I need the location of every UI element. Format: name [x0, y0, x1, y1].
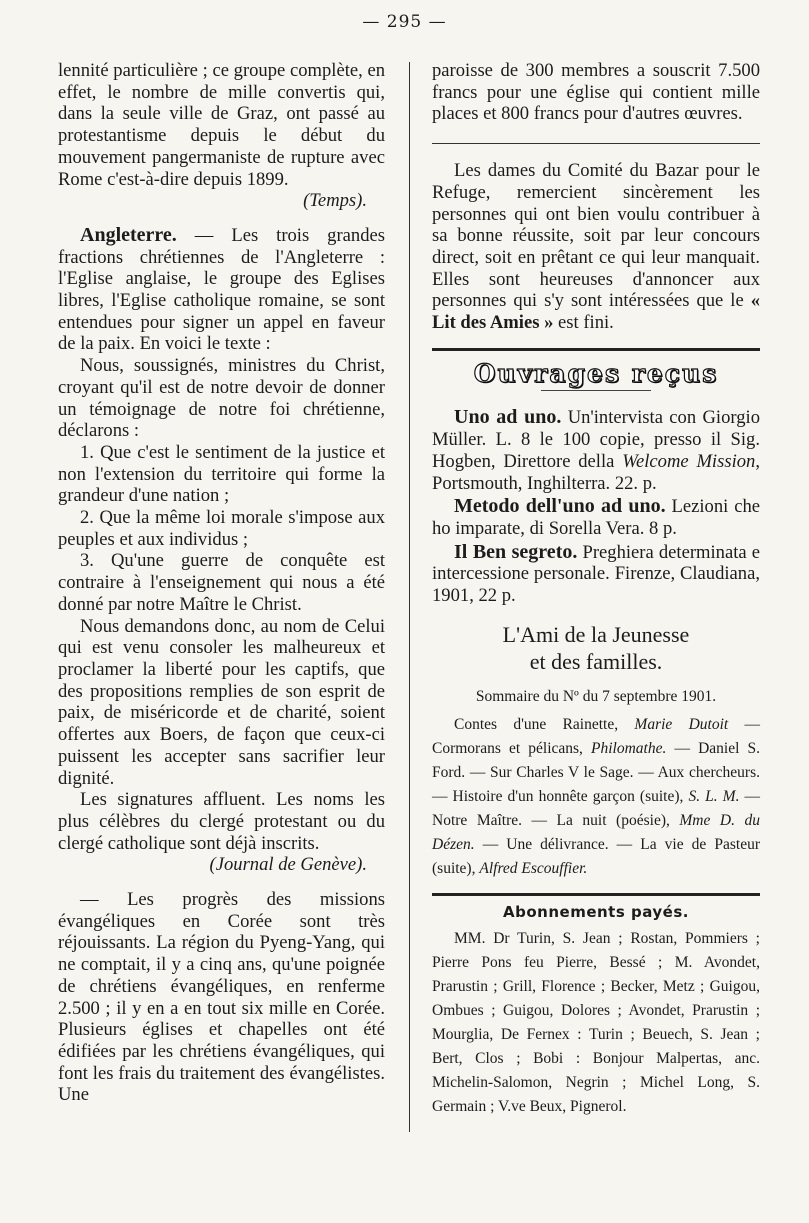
- abonnements-text: MM. Dr Turin, S. Jean ; Rostan, Pommiers ; Pierre Pons feu Pierre, Bessé ; M. Avondet, Prarustin ; Grill, Florence ; Becker, Metz ; Guigou, Ombues ; Guigou, Dolores ; Avondet, Prarustin ; Mourglia, De Fernex : Turin ; Beuech, S. Jean ; Bert, Clos ; Bobi : Bonjour Malpertas, anc. Michelin-Salomon, Negrin ; Michel Long, S. Germain ; V.ve Beux, Pignerol.: [432, 930, 760, 1116]
- sommaire-part: — Daniel S. Ford. — Sur Charles V le Sage. — Aux chercheurs. — Histoire d'un honnête garçon (suite),: [432, 739, 760, 805]
- sommaire-text: [432, 713, 760, 881]
- paragraph: 2. Que la même loi morale s'impose aux peuples et aux individus ;: [58, 507, 385, 550]
- sommaire-author: Marie Dutoit: [634, 715, 729, 733]
- ami-title-line1: L'Ami de la Jeunesse: [502, 621, 690, 647]
- paragraph: — Les progrès des missions évangéliques en Corée sont très réjouissants. La région du Pyeng-Yang, qui ne comptait, il y a cinq ans, qu'une poignée de chrétiens évangéliques, en renferme 2.500 ; il y en a en tout six mille en Corée. Plusieurs églises et chapelles ont été édifiées par les chrétiens évangéliques, qui font les frais du traitement des évangélistes. Une: [58, 889, 385, 1106]
- book-text-italic: Welcome Mission: [622, 450, 756, 472]
- page-number: — 295 —: [362, 12, 447, 32]
- paragraph: lennité particulière ; ce groupe complète, en effet, le nombre de mille convertis qui, dans la seule ville de Graz, ont passé au protestantisme depuis le début du mouvement pangermaniste de rupture avec Rome c'est-à-dire depuis 1899.: [58, 60, 385, 190]
- right-column: [432, 60, 760, 1119]
- paragraph: paroisse de 300 membres a souscrit 7.500 francs pour une église qui contient mille places et 800 francs pour d'autres œuvres.: [432, 60, 760, 125]
- separator-thick: [432, 348, 760, 351]
- source-citation: (Temps).: [303, 190, 367, 212]
- paragraph-text: est fini.: [553, 312, 614, 334]
- ouvrages-heading: Ouvrages reçus: [473, 358, 719, 388]
- sommaire-author: Mme D. du Dézen.: [432, 811, 760, 853]
- paragraph: 1. Que c'est le sentiment de la justice et non l'extension du territoire qui forme la grandeur d'une nation ;: [58, 441, 385, 507]
- sommaire-part: — Notre Maître. — La nuit (poésie),: [432, 787, 760, 829]
- section-heading: Angleterre.: [80, 223, 177, 246]
- separator: [432, 143, 760, 144]
- ornament-line: [541, 390, 651, 391]
- sommaire-heading: Sommaire du Nº du 7 septembre 1901.: [475, 687, 717, 705]
- source-citation: (Journal de Genève).: [209, 854, 367, 876]
- emphasis: « Lit des Amies »: [432, 290, 760, 334]
- book-text: Lezioni che ho imparate, di Sorella Vera. 8 p.: [432, 496, 760, 539]
- sommaire-part: Contes d'une Rainette,: [454, 715, 635, 733]
- paragraph: Les signatures affluent. Les noms les plus célèbres du clergé protestant ou du clergé catholique sont déjà inscrits.: [58, 789, 385, 854]
- book-text: , Portsmouth, Inghilterra. 22. p.: [432, 450, 760, 494]
- book-title: Metodo dell'uno ad uno.: [454, 495, 666, 518]
- sommaire-part: — Cormorans et pélicans,: [432, 715, 760, 757]
- book-entry: [432, 496, 760, 539]
- column-divider: [409, 62, 410, 1132]
- book-text: Preghiera determinata e intercessione personale. Firenze, Claudiana, 1901, 22 p.: [432, 541, 760, 607]
- book-entry: [432, 542, 760, 607]
- sommaire-part: — Une délivrance. — La vie de Pasteur (suite),: [432, 835, 760, 877]
- abonnements-heading: Abonnements payés.: [503, 902, 689, 921]
- paragraph-text: — Les trois grandes fractions chrétiennes de l'Angleterre : l'Eglise anglaise, le groupe des Eglises libres, l'Eglise catholique romaine, se sont entendues pour signer un appel en faveur de la paix. En voici le texte :: [58, 224, 385, 355]
- paragraph-bazar: [432, 160, 760, 334]
- paragraph-text: Les dames du Comité du Bazar pour le Refuge, remercient sincèrement les personnes qui ont bien voulu contribuer à sa bonne réussite, soit par leur concours direct, soit en prêtant ce qui leur manquait. Elles sont heureuses d'annoncer aux personnes qui s'y sont intéressées que le: [432, 160, 760, 312]
- book-title: Uno ad uno.: [454, 406, 562, 429]
- sommaire-author: Philomathe.: [591, 739, 667, 757]
- ami-title-line2: et des familles.: [529, 648, 663, 674]
- sommaire-author: Alfred Escouffier.: [479, 859, 588, 877]
- left-column: [58, 60, 385, 1106]
- separator-thick: [432, 893, 760, 896]
- paragraph: Nous demandons donc, au nom de Celui qui est venu consoler les malheureux et proclamer la liberté pour les captifs, que des propositions remplies de son esprit de paix, de miséricorde et de charité, soient offertes aux Boers, de façon que ceux-ci puissent les accepter sans sacrifier leur dignité.: [58, 615, 385, 789]
- sommaire-author: S. L. M.: [688, 787, 740, 805]
- paragraph: 3. Qu'une guerre de conquête est contraire à l'enseignement qui nous a été donné par notre Maître le Christ.: [58, 550, 385, 615]
- paragraph-angleterre: [58, 225, 385, 355]
- book-title: Il Ben segreto.: [454, 540, 578, 563]
- paragraph: Nous, soussignés, ministres du Christ, croyant qu'il est de notre devoir de donner un témoignage de notre foi chrétienne, déclarons :: [58, 355, 385, 442]
- book-entry: [432, 407, 760, 494]
- book-text: Un'intervista con Giorgio Müller. L. 8 le 100 copie, presso il Sig. Hogben, Direttore della: [432, 407, 760, 472]
